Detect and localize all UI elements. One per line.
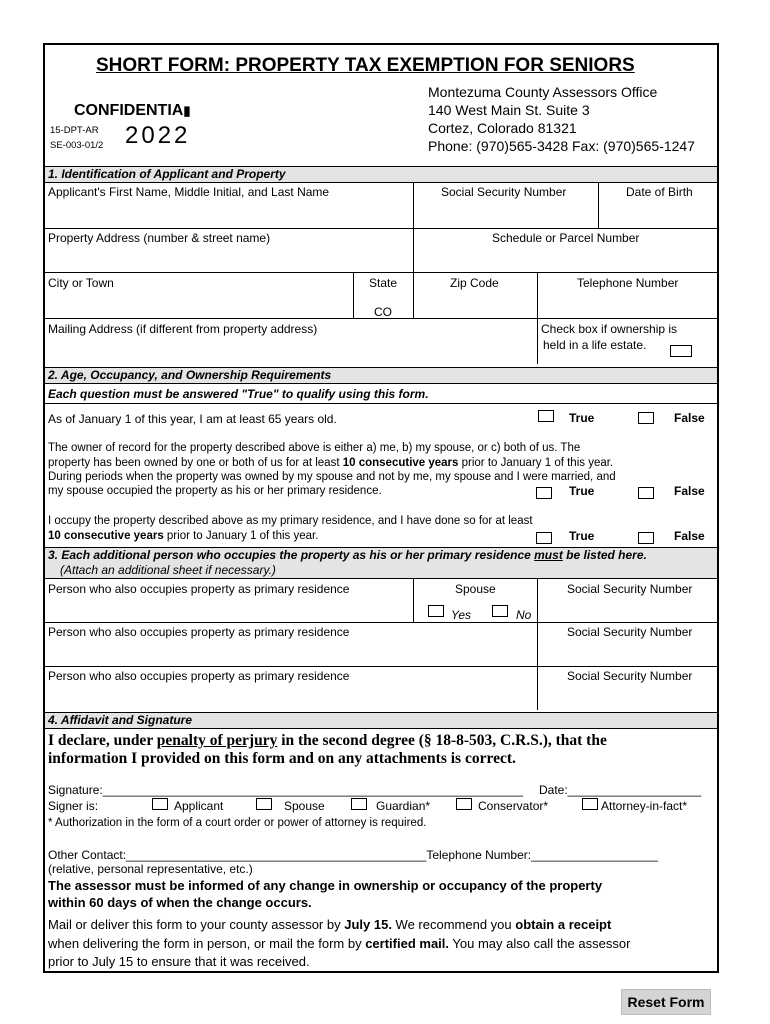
q2-false-label: False — [674, 484, 705, 498]
mailing-address-label: Mailing Address (if different from property address) — [48, 322, 318, 336]
property-address-label: Property Address (number & street name) — [48, 231, 271, 245]
signer-guardian-checkbox[interactable] — [351, 798, 367, 810]
reset-form-button[interactable]: Reset Form — [621, 989, 711, 1015]
section2-heading: 2. Age, Occupancy, and Ownership Requirements — [45, 367, 717, 384]
person1-ssn-label: Social Security Number — [567, 582, 693, 596]
q2-true-checkbox[interactable] — [536, 487, 552, 499]
schedule-input[interactable] — [416, 248, 712, 270]
state-value[interactable]: CO — [374, 305, 392, 319]
form-year: 2022 — [125, 122, 191, 149]
person3-ssn-label: Social Security Number — [567, 669, 693, 683]
spouse-yes-label: Yes — [451, 608, 472, 622]
notice-line-1: The assessor must be informed of any change in ownership or occupancy of the property — [48, 878, 603, 893]
telephone-label: Telephone Number — [577, 276, 679, 290]
mail-line-2: when delivering the form in person, or mail the form by certified mail. You may also call the assessor — [48, 936, 631, 951]
q3-false-label: False — [674, 529, 705, 543]
q3-false-checkbox[interactable] — [638, 532, 654, 544]
signer-spouse-label: Spouse — [284, 799, 325, 813]
schedule-label: Schedule or Parcel Number — [492, 231, 640, 245]
person1-ssn-input[interactable] — [540, 598, 712, 620]
city-label: City or Town — [48, 276, 114, 290]
office-phone: Phone: (970)565-3428 Fax: (970)565-1247 — [428, 138, 695, 154]
person2-ssn-label: Social Security Number — [567, 625, 693, 639]
office-city: Cortez, Colorado 81321 — [428, 120, 577, 136]
person3-input[interactable] — [48, 686, 532, 708]
dob-label: Date of Birth — [626, 185, 693, 199]
signer-attorney-checkbox[interactable] — [582, 798, 598, 810]
signer-conservator-checkbox[interactable] — [456, 798, 472, 810]
state-label: State — [369, 276, 398, 290]
form-code-1: 15-DPT-AR — [50, 125, 99, 136]
city-input[interactable] — [48, 294, 348, 316]
q2-true-label: True — [569, 484, 595, 498]
applicant-name-input[interactable] — [48, 202, 408, 226]
signature-line[interactable]: Signature:_______________________________________________________________ — [48, 783, 524, 797]
section4-heading: 4. Affidavit and Signature — [45, 712, 717, 729]
applicant-name-label: Applicant's First Name, Middle Initial, and Last Name — [48, 185, 330, 199]
declaration-line-2: information I provided on this form and on any attachments is correct. — [48, 750, 516, 767]
spouse-yes-checkbox[interactable] — [428, 605, 444, 617]
signer-guardian-label: Guardian* — [376, 799, 431, 813]
signer-is-label: Signer is: — [48, 799, 99, 813]
q1-false-label: False — [674, 411, 705, 425]
signer-applicant-checkbox[interactable] — [152, 798, 168, 810]
q2-line-2: property has been owned by one or both of us for at least 10 consecutive years prior to January 1 of this year. — [48, 457, 614, 469]
signer-applicant-label: Applicant — [174, 799, 224, 813]
person3-label: Person who also occupies property as primary residence — [48, 669, 350, 683]
section1-heading: 1. Identification of Applicant and Property — [45, 166, 717, 183]
life-estate-label-2: held in a life estate. — [543, 338, 647, 352]
q3-true-checkbox[interactable] — [536, 532, 552, 544]
q2-line-1: The owner of record for the property described above is either a) me, b) my spouse, or c) both of us. The — [48, 442, 581, 454]
q1-text: As of January 1 of this year, I am at least 65 years old. — [48, 412, 337, 426]
person1-label: Person who also occupies property as primary residence — [48, 582, 350, 596]
signer-spouse-checkbox[interactable] — [256, 798, 272, 810]
mail-line-3: prior to July 15 to ensure that it was received. — [48, 954, 310, 969]
signer-conservator-label: Conservator* — [478, 799, 549, 813]
spouse-label: Spouse — [455, 582, 496, 596]
relative-note: (relative, personal representative, etc.) — [48, 862, 253, 876]
q2-line-3: During periods when the property was owned by my spouse and not by me, my spouse and I were married, and — [48, 471, 616, 483]
confidential-label: CONFIDENTIA▮ — [74, 102, 191, 119]
property-address-input[interactable] — [48, 248, 408, 270]
confidential-tail-glyph: ▮ — [183, 103, 191, 118]
authorization-note: * Authorization in the form of a court order or power of attorney is required. — [48, 817, 427, 829]
section3-heading: 3. Each additional person who occupies the property as his or her primary residence must be listed here. (Attach an additional sheet if necessary.) — [45, 547, 717, 579]
form-title: SHORT FORM: PROPERTY TAX EXEMPTION FOR SENIORS — [96, 55, 635, 76]
q1-true-checkbox[interactable] — [538, 410, 554, 422]
q3-true-label: True — [569, 529, 595, 543]
section3-subheading: (Attach an additional sheet if necessary.) — [60, 563, 276, 577]
form-code-2: SE-003-01/2 — [50, 140, 104, 151]
date-line[interactable]: Date:____________________ — [539, 783, 702, 797]
section2-instruction: Each question must be answered "True" to qualify using this form. — [48, 387, 429, 401]
q1-true-label: True — [569, 411, 595, 425]
life-estate-label-1: Check box if ownership is — [541, 322, 678, 336]
person2-label: Person who also occupies property as primary residence — [48, 625, 350, 639]
person2-ssn-input[interactable] — [540, 642, 712, 664]
zip-input[interactable] — [416, 294, 534, 316]
telephone-input[interactable] — [540, 294, 712, 316]
q1-false-checkbox[interactable] — [638, 412, 654, 424]
q3-line-2: 10 consecutive years prior to January 1 of this year. — [48, 530, 319, 542]
dob-input[interactable] — [601, 202, 713, 226]
spouse-no-checkbox[interactable] — [492, 605, 508, 617]
office-street: 140 West Main St. Suite 3 — [428, 102, 590, 118]
q2-line-4: my spouse occupied the property as his or her primary residence. — [48, 485, 382, 497]
mailing-address-input[interactable] — [48, 338, 532, 362]
other-contact-line[interactable]: Other Contact:_____________________________________________Telephone Number:___________________ — [48, 848, 658, 862]
person3-ssn-input[interactable] — [540, 686, 712, 708]
mail-line-1: Mail or deliver this form to your county assessor by July 15. We recommend you obtain a receipt — [48, 917, 612, 932]
spouse-no-label: No — [516, 608, 532, 622]
signer-attorney-label: Attorney-in-fact* — [601, 799, 688, 813]
declaration-line-1: I declare, under penalty of perjury in the second degree (§ 18-8-503, C.R.S.), that the — [48, 732, 607, 749]
life-estate-checkbox[interactable] — [670, 345, 692, 357]
office-name: Montezuma County Assessors Office — [428, 84, 658, 100]
person1-input[interactable] — [48, 598, 408, 620]
notice-line-2: within 60 days of when the change occurs. — [48, 895, 312, 910]
q3-line-1: I occupy the property described above as my primary residence, and I have done so for at least — [48, 515, 533, 527]
person2-input[interactable] — [48, 642, 532, 664]
ssn-input[interactable] — [416, 202, 594, 226]
zip-label: Zip Code — [450, 276, 499, 290]
q2-false-checkbox[interactable] — [638, 487, 654, 499]
ssn-label: Social Security Number — [441, 185, 567, 199]
